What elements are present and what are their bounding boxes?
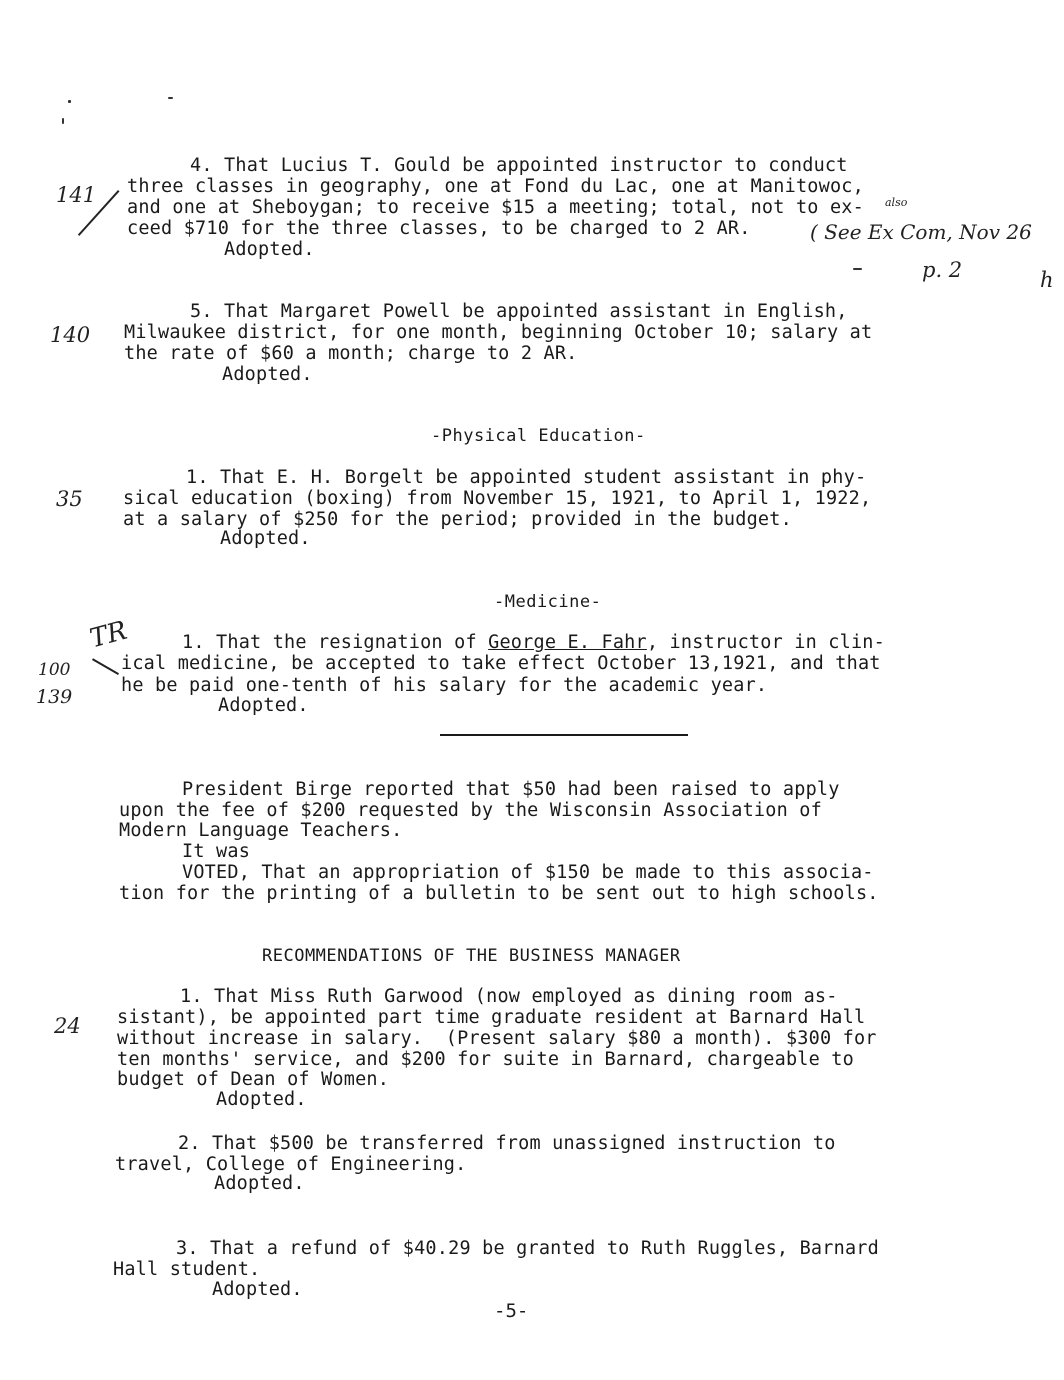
margin-note-35: 35 [56,487,83,511]
margin-note-tr: TR [86,615,131,655]
margin-note-141: 141 [56,183,97,207]
speck [68,100,71,103]
margin-note-also: also [885,196,908,209]
heading-business-manager: RECOMMENDATIONS OF THE BUSINESS MANAGER [262,946,681,966]
speck [168,97,173,99]
margin-note-140: 140 [50,323,91,347]
speck [62,118,64,124]
margin-note-edge: h [1040,268,1054,292]
margin-note-ex-com: ( See Ex Com, Nov 26 [810,220,1032,244]
speck [853,268,862,270]
item4-line3: and one at Sheboygan; to receive $15 a meeting; total, not to ex- [127,197,864,218]
margin-note-page: p. 2 [922,258,963,282]
page-number: -5- [494,1300,529,1322]
business-item3-line1: 3. That a refund of $40.29 be granted to Ruth Ruggles, Barnard [176,1238,879,1259]
medicine-line3: he be paid one-tenth of his salary for the academic year. [121,675,768,696]
business-item3-line2: Hall student. [113,1259,261,1280]
item5-adopted: Adopted. [222,364,313,385]
physed-line1: 1. That E. H. Borgelt be appointed student assistant in phy- [186,467,867,488]
business-item1-line2: sistant), be appointed part time graduate resident at Barnard Hall [117,1007,866,1028]
margin-note-139: 139 [36,686,73,708]
margin-note-100: 100 [38,660,71,680]
medicine-person-name: George E. Fahr [488,632,647,653]
president-line6: tion for the printing of a bulletin to be sent out to high schools. [119,883,879,904]
business-item3-adopted: Adopted. [212,1279,303,1300]
business-item1-adopted: Adopted. [216,1089,307,1110]
president-line5: VOTED, That an appropriation of $150 be made to this associa- [182,862,874,883]
medicine-line1 [182,632,885,653]
item5-line2: Milwaukee district, for one month, beginning October 10; salary at [124,322,873,343]
business-item1-line5: budget of Dean of Women. [117,1069,390,1090]
business-item1-line1: 1. That Miss Ruth Garwood (now employed as dining room as- [180,986,838,1007]
medicine-line1-post: , instructor in clin- [646,632,885,653]
president-line2: upon the fee of $200 requested by the Wisconsin Association of [119,800,822,821]
item4-line4: ceed $710 for the three classes, to be charged to 2 AR. [127,218,751,239]
item5-line3: the rate of $60 a month; charge to 2 AR. [124,343,578,364]
item5-line1: 5. That Margaret Powell be appointed assistant in English, [190,301,848,322]
heading-physical-education: -Physical Education- [431,426,646,446]
business-item2-adopted: Adopted. [214,1173,305,1194]
president-line1: President Birge reported that $50 had been raised to apply [182,779,840,800]
medicine-adopted: Adopted. [218,695,309,716]
business-item2-line1: 2. That $500 be transferred from unassigned instruction to [178,1133,836,1154]
president-line3: Modern Language Teachers. [119,820,403,841]
item4-line1: 4. That Lucius T. Gould be appointed instructor to conduct [190,155,848,176]
medicine-line2: ical medicine, be accepted to take effect October 13,1921, and that [121,653,881,674]
item4-line2: three classes in geography, one at Fond du Lac, one at Manitowoc, [127,176,864,197]
section-divider [440,734,688,736]
president-line4: It was [182,841,251,862]
physed-adopted: Adopted. [220,528,311,549]
medicine-line1-pre: 1. That the resignation of [182,632,489,653]
physed-line2: sical education (boxing) from November 15, 1921, to April 1, 1922, [123,488,872,509]
item4-adopted: Adopted. [224,239,315,260]
business-item2-line2: travel, College of Engineering. [115,1154,467,1175]
heading-medicine: -Medicine- [494,592,602,612]
margin-note-24: 24 [54,1014,81,1038]
physed-line3: at a salary of $250 for the period; provided in the budget. [123,509,792,530]
business-item1-line4: ten months' service, and $200 for suite in Barnard, chargeable to [117,1049,854,1070]
business-item1-line3: without increase in salary. (Present salary $80 a month). $300 for [117,1028,877,1049]
margin-slash [92,658,119,675]
